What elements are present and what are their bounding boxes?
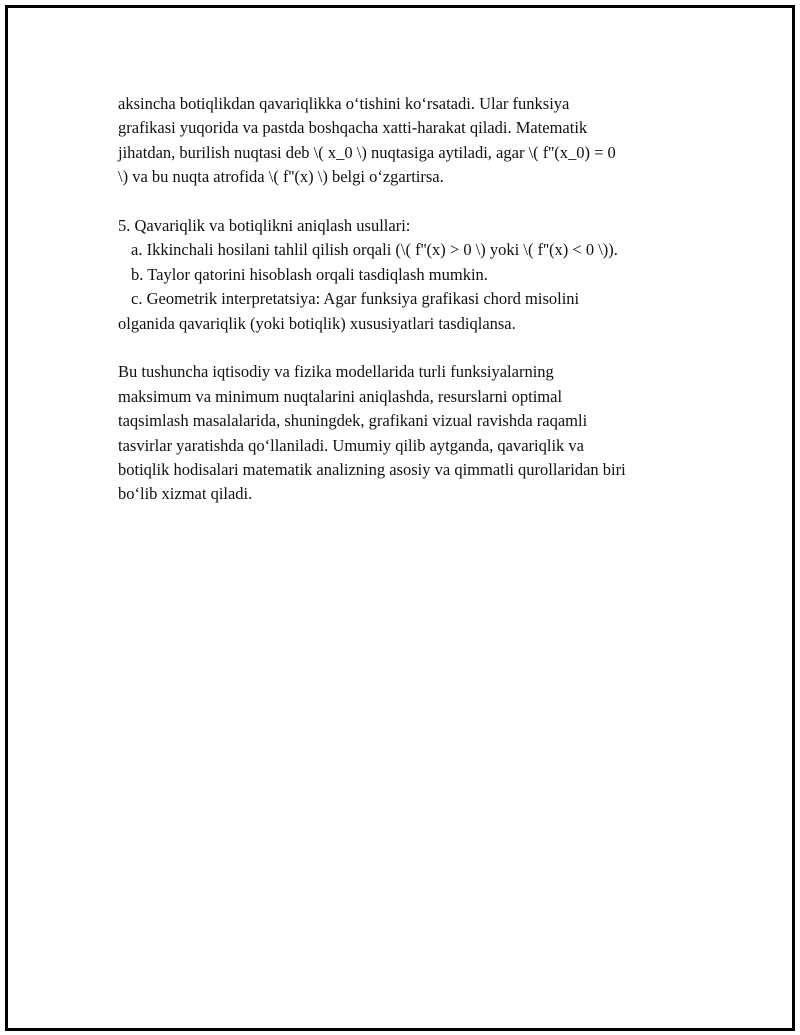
document-body <box>118 92 693 507</box>
paragraph-gap <box>118 336 693 360</box>
paragraph-inflection-point: aksincha botiqlikdan qavariqlikka o‘tishini ko‘rsatadi. Ular funksiya grafikasi yuqorida va pastda boshqacha xatti-harakat qiladi. Matematik jihatdan, burilish nuqtasi deb \( x_0 \) nuqtasiga aytiladi, agar \( f''(x_0) = 0 \) va bu nuqta atrofida \( f''(x) \) belgi o‘zgartirsa. <box>118 94 616 187</box>
paragraph-applications: Bu tushuncha iqtisodiy va fizika modellarida turli funksiyalarning maksimum va minimum nuqtalarini aniqlashda, resurslarni optimal taqsimlash masalalarida, shuningdek, grafikani vizual ravishda raqamli tasvirlar yaratishda qo‘llaniladi. Umumiy qilib aytganda, qavariqlik va botiqlik hodisalari matematik analizning asosiy va qimmatli qurollaridan biri bo‘lib xizmat qiladi. <box>118 362 626 504</box>
section-5 <box>118 214 693 336</box>
paragraph-gap <box>118 190 693 214</box>
list-item-a: a. Ikkinchali hosilani tahlil qilish orqali (\( f''(x) > 0 \) yoki \( f''(x) < 0 \)). <box>131 240 618 260</box>
section-5-heading: 5. Qavariqlik va botiqlikni aniqlash usullari: <box>118 216 411 236</box>
list-item-c: c. Geometrik interpretatsiya: Agar funksiya grafikasi chord misolini olganida qavariqlik (yoki botiqlik) xususiyatlari tasdiqlansa. <box>118 289 580 333</box>
list-item-b: b. Taylor qatorini hisoblash orqali tasdiqlash mumkin. <box>131 264 488 284</box>
